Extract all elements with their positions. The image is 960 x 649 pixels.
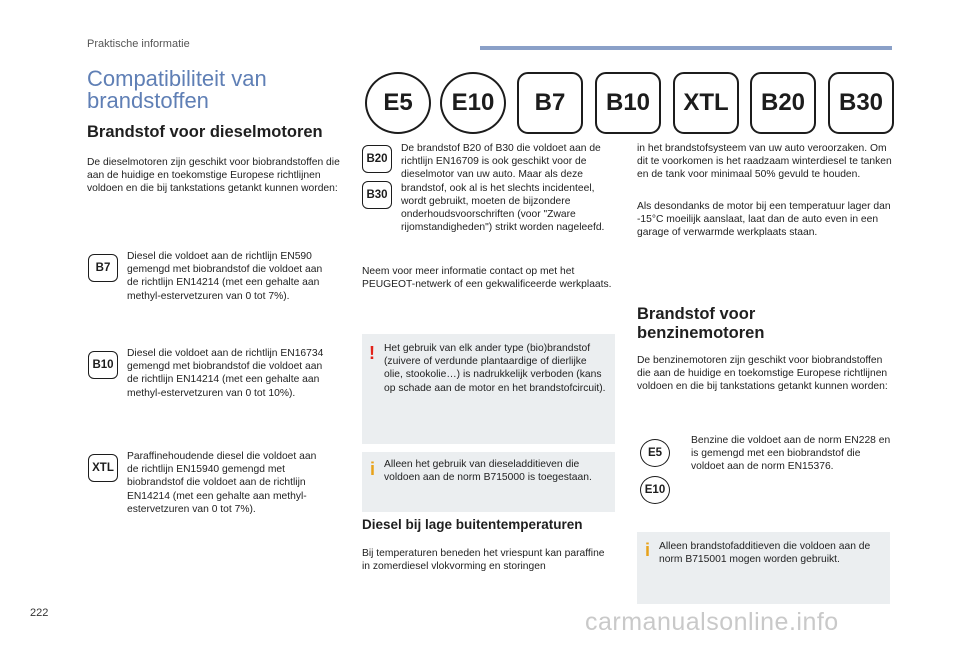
- petrol-item-text: Benzine die voldoet aan de norm EN228 en is gemengd met een biobrandstof die voldoet aan de norm EN15376.: [691, 435, 891, 473]
- info-text-diesel: Alleen het gebruik van dieseladditieven die voldoen aan de norm B715000 is toegestaan.: [384, 459, 592, 484]
- info-box-diesel: [362, 452, 615, 512]
- fuel-badge-xtl: XTL: [673, 72, 739, 134]
- page-title: Compatibiliteit van brandstoffen: [87, 66, 267, 113]
- fuel-badge-b10: B10: [595, 72, 661, 134]
- header-divider: [480, 46, 892, 50]
- diesel-heading: Brandstof voor dieselmotoren: [87, 123, 323, 141]
- section-label: Praktische informatie: [87, 38, 190, 50]
- badge-b20: B20: [362, 145, 392, 173]
- info-icon-petrol: i: [645, 540, 651, 560]
- warning-text: Het gebruik van elk ander type (bio)brandstof (zuivere of verdunde plantaardige of dierlijke olie, stookolie…) is nadrukkelijk verboden (kans op schade aan de motor en het brandstofcircuit).: [384, 343, 606, 394]
- page-number: 222: [30, 607, 49, 619]
- cold-heading: Diesel bij lage buitentemperaturen: [362, 517, 583, 532]
- info-icon: i: [370, 459, 376, 479]
- petrol-intro: De benzinemotoren zijn geschikt voor biobrandstoffen die aan de huidige en toekomstige Europese richtlijnen voldoen en die bij tankstations getankt kunnen worden:: [637, 355, 888, 393]
- cold-text: Bij temperaturen beneden het vriespunt kan paraffine in zomerdiesel vlokvorming en storingen: [362, 548, 605, 573]
- petrol-badge-e10: E10: [640, 476, 670, 504]
- diesel-intro: De dieselmotoren zijn geschikt voor biobrandstoffen die aan de huidige en toekomstige Europese richtlijnen voldoen en die bij tankstations getankt kunnen worden:: [87, 157, 340, 195]
- petrol-heading: Brandstof voor benzinemotoren: [637, 305, 765, 342]
- diesel-badge-b10: B10: [88, 351, 118, 379]
- info-box-petrol: [637, 532, 890, 604]
- fuel-badge-b30: B30: [828, 72, 894, 134]
- b20-b30-text: De brandstof B20 of B30 die voldoet aan de richtlijn EN16709 is ook geschikt voor de dieselmotor van uw auto. Maar als deze brandstof, ook al is het slechts incidenteel, wordt gebruikt, moeten de bijzondere onderhoudsvoorschriften (voor "Zware rijomstandigheden") strikt worden nageleefd.: [401, 143, 605, 234]
- badge-b30: B30: [362, 181, 392, 209]
- petrol-badge-e5: E5: [640, 439, 670, 467]
- contact-text: Neem voor meer informatie contact op met het PEUGEOT-netwerk of een gekwalificeerde werkplaats.: [362, 266, 612, 291]
- cold-text-continued: in het brandstofsysteem van uw auto veroorzaken. Om dit te voorkomen is het raadzaam winterdiesel te tanken en de tank voor minimaal 50% gevuld te houden.: [637, 143, 892, 181]
- diesel-badge-xtl: XTL: [88, 454, 118, 482]
- fuel-badge-b20: B20: [750, 72, 816, 134]
- diesel-item-b7-text: Diesel die voldoet aan de richtlijn EN590 gemengd met biobrandstof die voldoet aan de richtlijn EN14214 (met een gehalte aan methyl-estervetzuren van 0 tot 7%).: [127, 251, 323, 302]
- warning-icon: !: [369, 343, 375, 363]
- diesel-item-b10-text: Diesel die voldoet aan de richtlijn EN16734 gemengd met biobrandstof die voldoet aan de richtlijn EN14214 (met een gehalte aan methyl-estervetzuren van 0 tot 10%).: [127, 348, 324, 399]
- watermark[interactable]: carmanualsonline.info: [585, 608, 839, 636]
- diesel-badge-b7: B7: [88, 254, 118, 282]
- warning-box: [362, 334, 615, 444]
- info-text-petrol: Alleen brandstofadditieven die voldoen aan de norm B715001 mogen worden gebruikt.: [659, 541, 871, 566]
- fuel-badge-b7: B7: [517, 72, 583, 134]
- fuel-badge-e10: E10: [440, 72, 506, 134]
- diesel-item-xtl-text: Paraffinehoudende diesel die voldoet aan de richtlijn EN15940 gemengd met biobrandstof die voldoet aan de richtlijn EN14214 (met een gehalte aan methyl-estervetzuren van 0 tot 7%).: [127, 451, 317, 515]
- fuel-badge-e5: E5: [365, 72, 431, 134]
- cold-text-continued-2: Als desondanks de motor bij een temperatuur lager dan -15°C moeilijk aanslaat, laat dan de auto even in een garage of verwarmde werkplaats staan.: [637, 201, 891, 239]
